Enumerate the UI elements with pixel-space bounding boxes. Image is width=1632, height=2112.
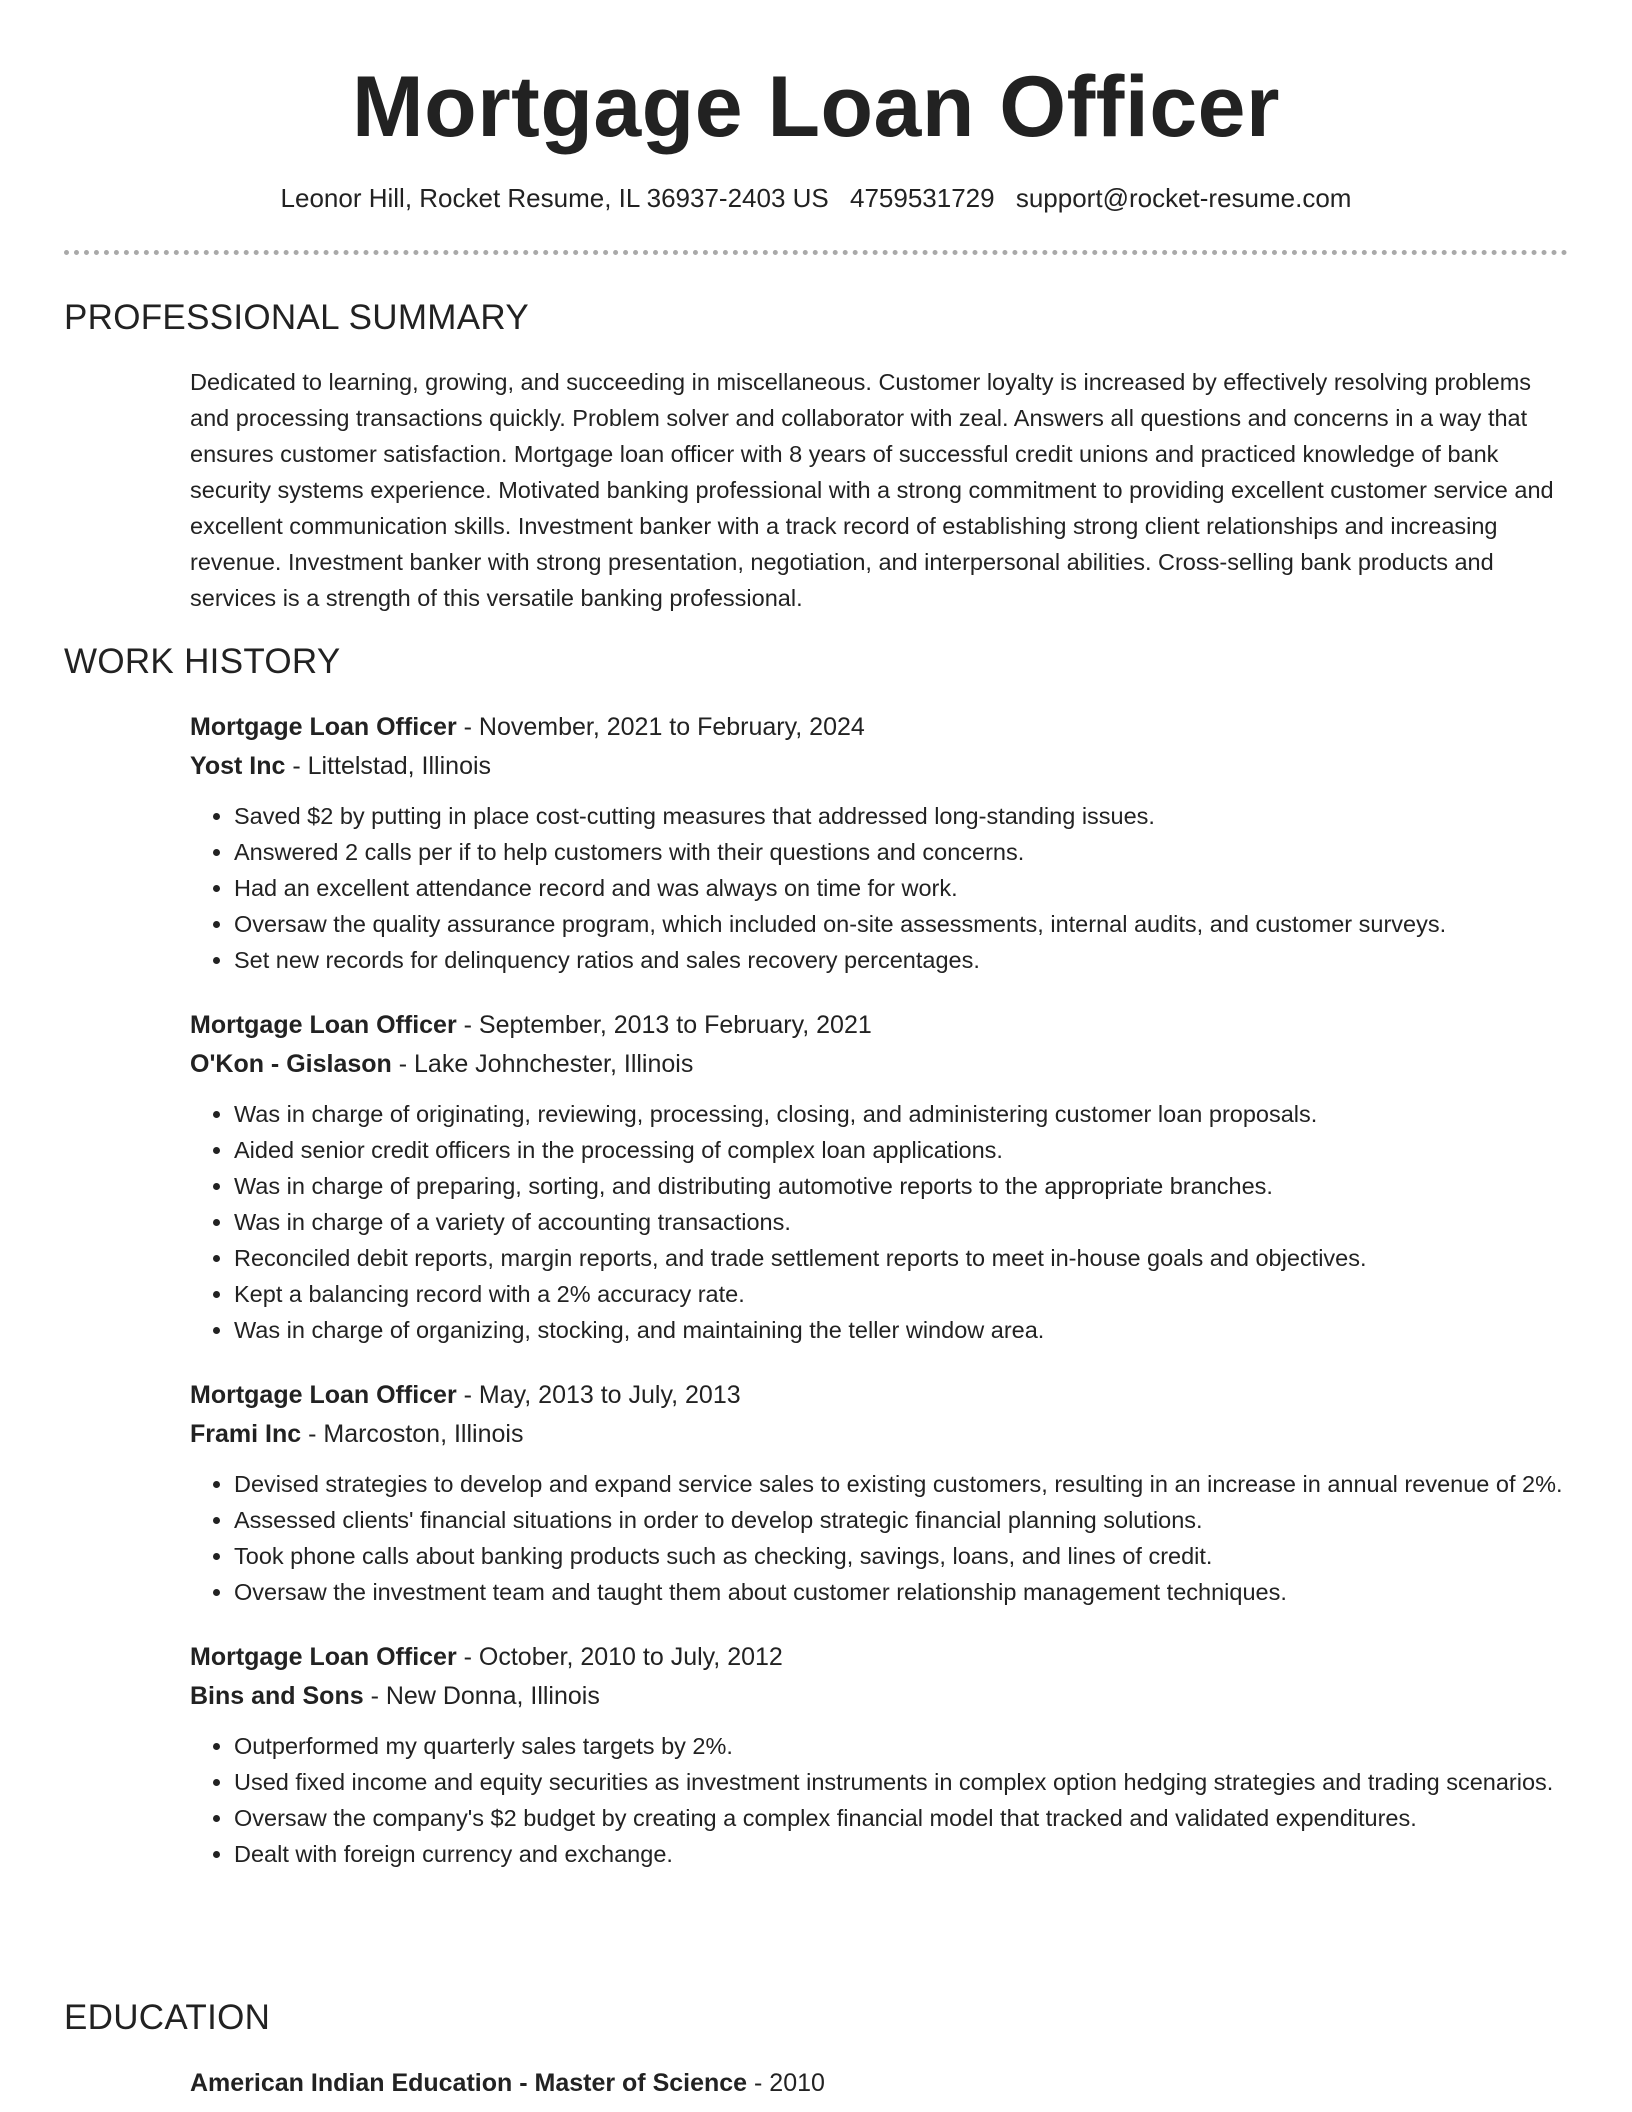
- job-dates: - October, 2010 to July, 2012: [456, 1643, 783, 1671]
- job-company: Yost Inc: [190, 752, 286, 780]
- job-role: Mortgage Loan Officer: [190, 1011, 457, 1039]
- job-bullets: [190, 1466, 1568, 1610]
- job-dates: - November, 2021 to February, 2024: [456, 713, 865, 741]
- job-bullet: • Assessed clients' financial situations in order to develop strategic financial planning solutions.: [234, 1502, 1568, 1538]
- job-bullet: • Dealt with foreign currency and exchange.: [234, 1836, 1568, 1872]
- job-bullet: • Set new records for delinquency ratios and sales recovery percentages.: [234, 942, 1568, 978]
- resume-name: Mortgage Loan Officer: [352, 59, 1280, 155]
- job-entry: [190, 1638, 1568, 1872]
- summary-heading: PROFESSIONAL SUMMARY: [64, 298, 529, 337]
- job-bullets: [190, 798, 1568, 978]
- education-school: American Indian Education - Master of Science: [190, 2069, 748, 2097]
- job-role: Mortgage Loan Officer: [190, 1643, 457, 1671]
- summary-text: Dedicated to learning, growing, and succeeding in miscellaneous. Customer loyalty is increased by effectively resolving problems and processing transactions quickly. Problem solver and collaborator with zeal. Answers all questions and concerns in a way that ensures customer satisfaction. Mortgage loan officer with 8 years of successful credit unions and practiced knowledge of bank security systems experience. Motivated banking professional with a strong commitment to providing excellent customer service and excellent communication skills. Investment banker with a track record of establishing strong client relationships and increasing revenue. Investment banker with strong presentation, negotiation, and interpersonal abilities. Cross-selling bank products and services is a strength of this versatile banking professional.: [190, 369, 1554, 611]
- job-dates: - September, 2013 to February, 2021: [456, 1011, 872, 1039]
- job-company: Frami Inc: [190, 1420, 302, 1448]
- job-company: Bins and Sons: [190, 1682, 364, 1710]
- job-bullet: • Kept a balancing record with a 2% accuracy rate.: [234, 1276, 1568, 1312]
- job-dates: - May, 2013 to July, 2013: [456, 1381, 741, 1409]
- work-history-section: [190, 708, 1568, 1900]
- job-company: O'Kon - Gislason: [190, 1050, 392, 1078]
- header-divider: [64, 250, 1568, 255]
- job-bullet: • Answered 2 calls per if to help customers with their questions and concerns.: [234, 834, 1568, 870]
- job-company-line: [190, 1415, 1568, 1454]
- contact-phone: 4759531729: [850, 183, 995, 213]
- job-title-line: [190, 1638, 1568, 1677]
- job-bullet: • Oversaw the quality assurance program, which included on-site assessments, internal audits, and customer surveys.: [234, 906, 1568, 942]
- job-bullet: • Aided senior credit officers in the processing of complex loan applications.: [234, 1132, 1568, 1168]
- job-bullet: • Was in charge of preparing, sorting, and distributing automotive reports to the appropriate branches.: [234, 1168, 1568, 1204]
- job-bullet: • Took phone calls about banking products such as checking, savings, loans, and lines of credit.: [234, 1538, 1568, 1574]
- job-bullet: • Oversaw the company's $2 budget by creating a complex financial model that tracked and validated expenditures.: [234, 1800, 1568, 1836]
- contact-line: [0, 181, 1632, 215]
- job-title-line: [190, 708, 1568, 747]
- job-entry: [190, 1006, 1568, 1348]
- job-bullet: • Had an excellent attendance record and was always on time for work.: [234, 870, 1568, 906]
- education-section: [190, 2064, 1568, 2103]
- job-bullets: [190, 1096, 1568, 1348]
- education-year: - 2010: [747, 2069, 825, 2097]
- education-heading: EDUCATION: [64, 1998, 271, 2037]
- job-bullets: [190, 1728, 1568, 1872]
- job-entry: [190, 708, 1568, 978]
- job-role: Mortgage Loan Officer: [190, 713, 457, 741]
- job-bullet: • Was in charge of a variety of accounting transactions.: [234, 1204, 1568, 1240]
- job-location: - Lake Johnchester, Illinois: [391, 1050, 694, 1078]
- job-location: - New Donna, Illinois: [363, 1682, 600, 1710]
- job-bullet: • Was in charge of organizing, stocking, and maintaining the teller window area.: [234, 1312, 1568, 1348]
- job-bullet: • Was in charge of originating, reviewing, processing, closing, and administering customer loan proposals.: [234, 1096, 1568, 1132]
- work-history-heading: WORK HISTORY: [64, 642, 341, 681]
- contact-email: support@rocket-resume.com: [1015, 183, 1352, 213]
- job-location: - Marcoston, Illinois: [301, 1420, 524, 1448]
- job-company-line: [190, 1677, 1568, 1716]
- job-bullet: • Devised strategies to develop and expand service sales to existing customers, resulting in an increase in annual revenue of 2%.: [234, 1466, 1568, 1502]
- job-role: Mortgage Loan Officer: [190, 1381, 457, 1409]
- contact-address: Leonor Hill, Rocket Resume, IL 36937-2403 US: [280, 183, 829, 213]
- job-bullet: • Used fixed income and equity securities as investment instruments in complex option hedging strategies and trading scenarios.: [234, 1764, 1568, 1800]
- job-bullet: • Outperformed my quarterly sales targets by 2%.: [234, 1728, 1568, 1764]
- job-title-line: [190, 1006, 1568, 1045]
- job-bullet: • Saved $2 by putting in place cost-cutting measures that addressed long-standing issues.: [234, 798, 1568, 834]
- job-title-line: [190, 1376, 1568, 1415]
- job-company-line: [190, 747, 1568, 786]
- education-entry: [190, 2064, 1568, 2103]
- job-location: - Littelstad, Illinois: [285, 752, 492, 780]
- job-entry: [190, 1376, 1568, 1610]
- summary-section: [190, 364, 1568, 616]
- job-company-line: [190, 1045, 1568, 1084]
- job-bullet: • Reconciled debit reports, margin reports, and trade settlement reports to meet in-house goals and objectives.: [234, 1240, 1568, 1276]
- job-bullet: • Oversaw the investment team and taught them about customer relationship management techniques.: [234, 1574, 1568, 1610]
